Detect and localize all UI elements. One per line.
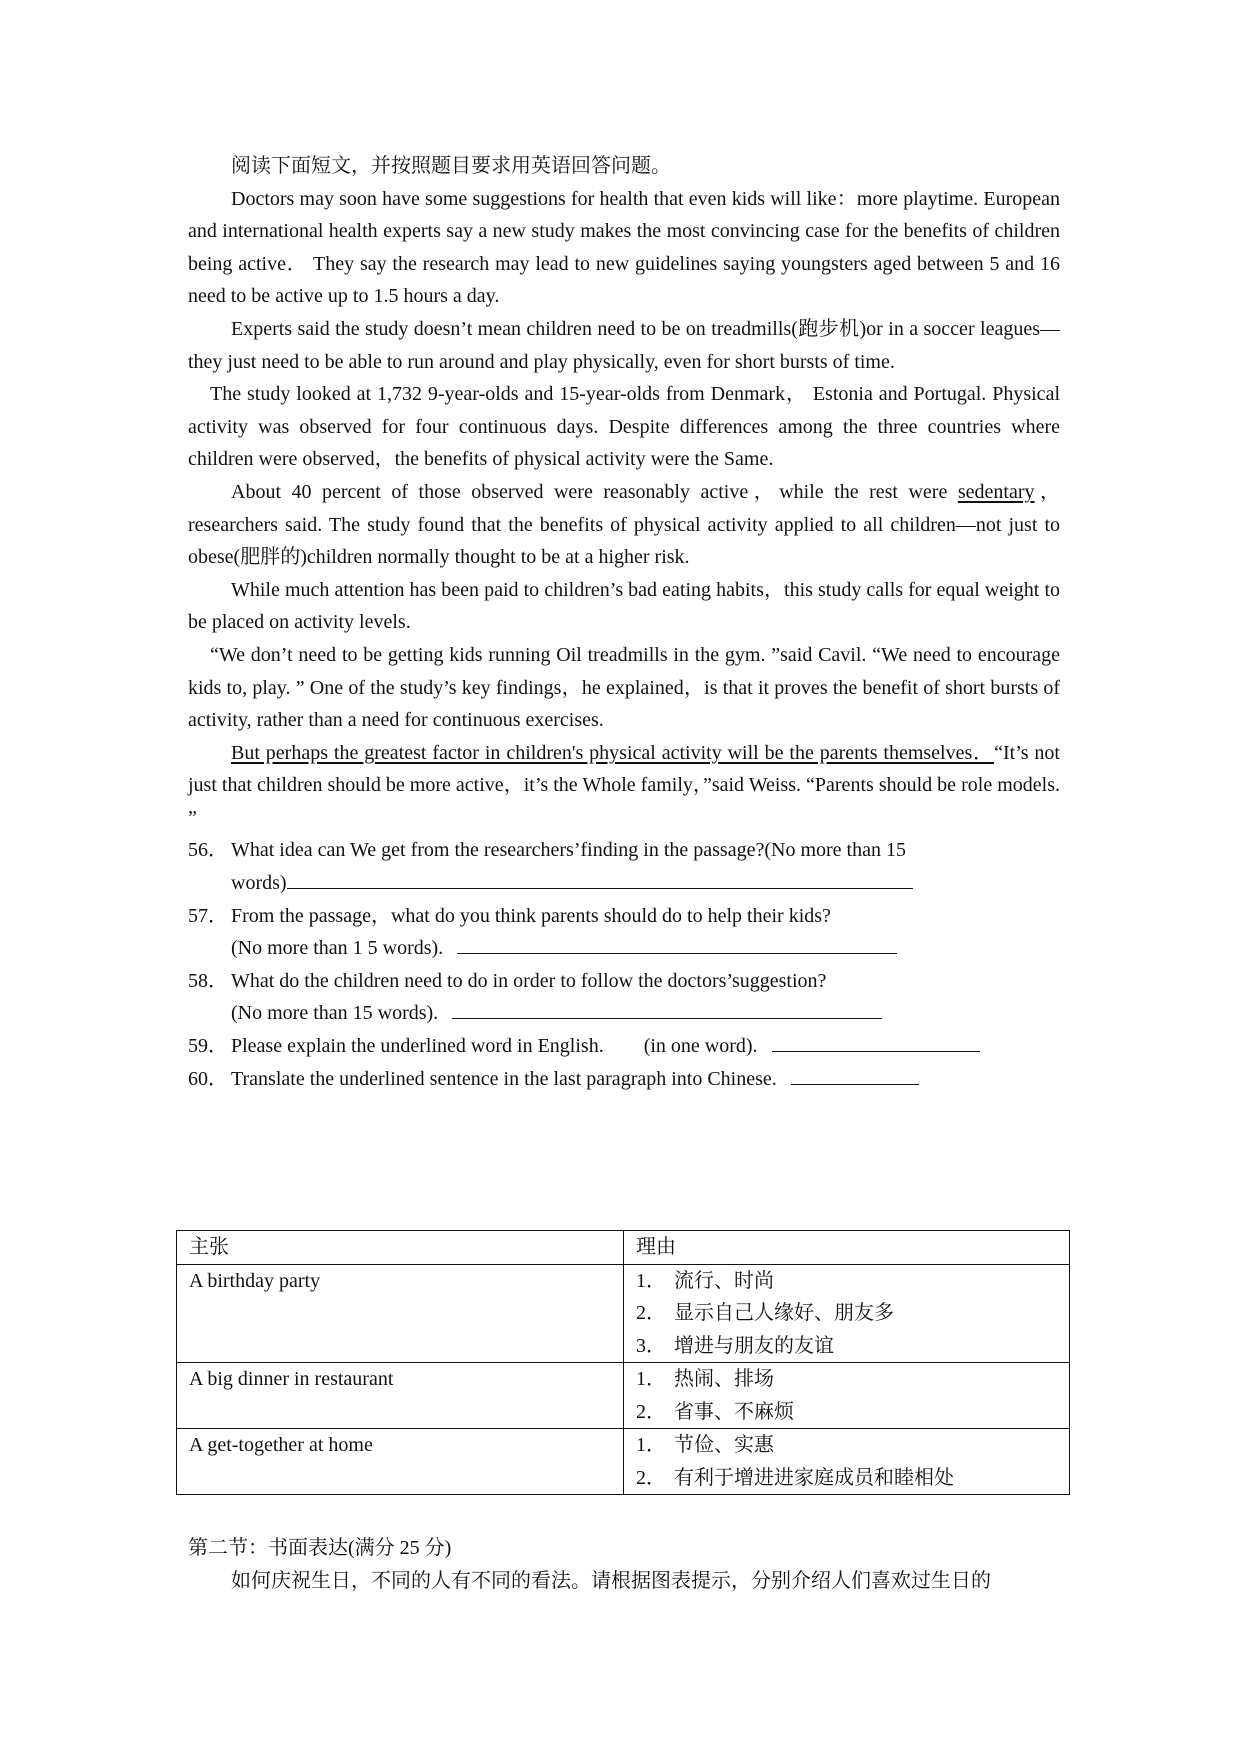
reason-text: 流行、时尚	[674, 1269, 774, 1292]
question-60	[188, 1063, 1060, 1096]
reason-cell	[624, 1363, 1070, 1429]
reason-text: 热闹、排场	[674, 1368, 774, 1390]
reason-text: 增进与朋友的友谊	[674, 1334, 834, 1357]
claim-cell: A birthday party	[177, 1264, 624, 1363]
question-text: What idea can We get from the researchers’finding in the passage?(No more than 15	[231, 839, 906, 862]
question-number: 56．	[188, 839, 228, 862]
table-header-reason: 理由	[624, 1231, 1070, 1265]
question-56	[188, 834, 1060, 899]
question-text: What do the children need to do in order to follow the doctors’suggestion?	[231, 969, 827, 992]
question-number: 57．	[188, 904, 228, 927]
passage-paragraph-6: “We don’t need to be getting kids running Oil treadmills in the gym. ”said Cavil. “We need to encourage kids to, play. ” One of the study’s key findings，he explained，is that it proves the benefit of short bursts of activity, rather than a need for continuous exercises.	[188, 643, 1060, 732]
reason-text: 省事、不麻烦	[674, 1400, 794, 1423]
reason-text: 有利于增进进家庭成员和睦相处	[674, 1466, 954, 1489]
answer-blank[interactable]	[287, 868, 913, 889]
claim-cell: A big dinner in restaurant	[177, 1363, 624, 1429]
reading-section	[188, 150, 1060, 1095]
question-text-cont: (No more than 1 5 words).	[231, 937, 444, 960]
passage-paragraph-5: While much attention has been paid to children’s bad eating habits，this study calls for equal weight to be placed on activity levels.	[188, 578, 1060, 634]
table-header-row	[177, 1231, 1070, 1265]
section-heading: 第二节：书面表达(满分 25 分)	[188, 1537, 452, 1559]
writing-section	[188, 1532, 1060, 1597]
reason-number: 3．	[636, 1334, 666, 1357]
passage-paragraph-3: The study looked at 1,732 9-year-olds and 15-year-olds from Denmark， Estonia and Portugal. Physical activity was observed for four continuous days. Despite differences among the three countries where children were observed，the benefits of physical activity were the Same.	[188, 383, 1060, 471]
reason-cell	[624, 1429, 1070, 1495]
p4-text-b: ，researchers said. The study found that the benefits of physical activity applied to all children—not just to obese(肥胖的)children normally thought to be at a higher risk.	[188, 480, 1060, 569]
instruction: 阅读下面短文，并按照题目要求用英语回答问题。	[231, 155, 671, 177]
table-row	[177, 1264, 1070, 1363]
reason-number: 1．	[636, 1434, 666, 1456]
question-text-cont: (No more than 15 words).	[231, 1002, 439, 1025]
reason-cell	[624, 1264, 1070, 1363]
reason-number: 2．	[636, 1302, 666, 1324]
table-row	[177, 1363, 1070, 1429]
question-number: 59．	[188, 1035, 228, 1058]
question-text-cont: words)	[231, 872, 287, 895]
passage-paragraph-4	[188, 476, 1060, 574]
reason-number: 1．	[636, 1269, 666, 1292]
reason-text: 节俭、实惠	[674, 1434, 774, 1456]
question-57	[188, 900, 1060, 965]
underlined-sentence: But perhaps the greatest factor in children's physical activity will be the parents themselves．	[231, 741, 995, 764]
question-text: Translate the underlined sentence in the last paragraph into Chinese.	[231, 1067, 777, 1090]
question-text: From the passage，what do you think parents should do to help their kids?	[231, 904, 831, 927]
reason-number: 2．	[636, 1466, 666, 1489]
reason-text: 显示自己人缘好、朋友多	[674, 1302, 894, 1324]
reason-number: 2．	[636, 1400, 666, 1423]
table-row	[177, 1429, 1070, 1495]
underlined-word: sedentary	[957, 480, 1035, 503]
table-header-claim: 主张	[177, 1231, 624, 1265]
writing-prompt: 如何庆祝生日，不同的人有不同的看法。请根据图表提示，分别介绍人们喜欢过生日的	[231, 1569, 991, 1592]
p7-text-b: “It’s not just that children should be more active，it’s the Whole family，”said Weiss. “Parents should be role models. ”	[188, 741, 1060, 829]
question-58	[188, 965, 1060, 1030]
question-number: 58．	[188, 969, 228, 992]
passage-paragraph-7	[188, 737, 1060, 835]
question-text: Please explain the underlined word in English. (in one word).	[231, 1035, 758, 1058]
answer-blank[interactable]	[791, 1064, 919, 1085]
question-59	[188, 1030, 1060, 1063]
question-number: 60．	[188, 1067, 228, 1090]
claim-cell: A get-together at home	[177, 1429, 624, 1495]
passage-paragraph-1: Doctors may soon have some suggestions for health that even kids will like：more playtime. European and international health experts say a new study makes the most convincing case for the benefits of children being active． They say the research may lead to new guidelines saying youngsters aged between 5 and 16 need to be active up to 1.5 hours a day.	[188, 187, 1060, 308]
answer-blank[interactable]	[772, 1031, 980, 1052]
answer-blank[interactable]	[452, 998, 882, 1019]
passage-paragraph-2: Experts said the study doesn’t mean children need to be on treadmills(跑步机)or in a soccer leagues—they just need to be able to run around and play physically, even for short bursts of time.	[188, 317, 1060, 373]
answer-blank[interactable]	[457, 933, 897, 954]
p4-text-a: About 40 percent of those observed were reasonably active，while the rest were	[231, 480, 958, 503]
reason-number: 1．	[636, 1368, 666, 1390]
birthday-table	[176, 1230, 1070, 1495]
